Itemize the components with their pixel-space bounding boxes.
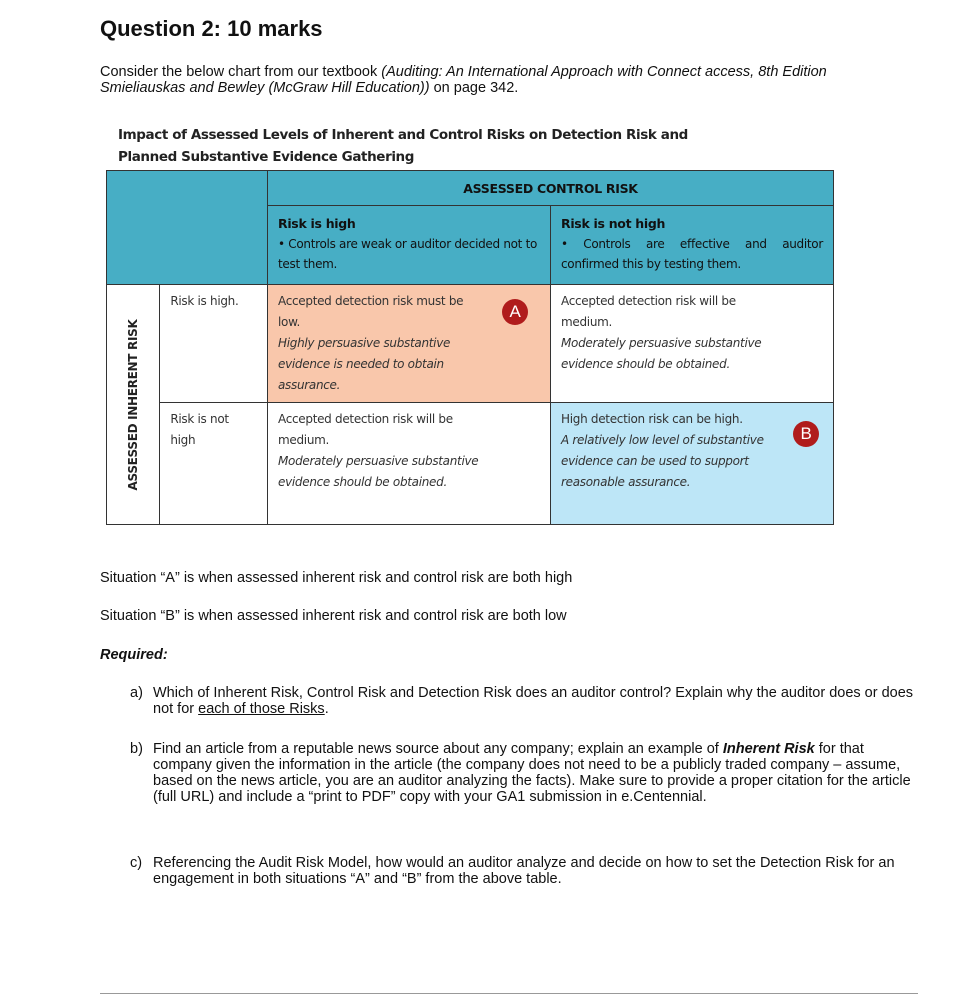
- control-risk-header: ASSESSED CONTROL RISK: [268, 171, 834, 206]
- caption-line: Planned Substantive Evidence Gathering: [118, 149, 415, 165]
- corner-cell: [107, 171, 268, 285]
- column-desc: • Controls are weak or auditor decided not to test them.: [278, 237, 538, 271]
- cell-text-italic: A relatively low level of substantive evidence can be used to support reasonable assurance.: [561, 433, 764, 489]
- item-text-end: .: [324, 701, 329, 717]
- cell-text-italic: Moderately persuasive substantive evidence should be obtained.: [561, 336, 762, 371]
- cell-b: [551, 403, 834, 525]
- column-risk-high: [268, 206, 551, 285]
- item-underlined-text: each of those Risks: [198, 701, 325, 717]
- inherent-risk-header: [107, 285, 160, 525]
- item-text: Which of Inherent Risk, Control Risk and Detection Risk does an auditor control? Explain why the auditor does or does not for: [153, 685, 914, 717]
- cell-a: [268, 285, 551, 403]
- figure-caption: [118, 124, 688, 168]
- row-risk-high: Risk is high.: [160, 285, 268, 403]
- page-divider: [100, 993, 918, 994]
- badge-a: A: [502, 299, 528, 325]
- badge-b: B: [793, 421, 819, 447]
- cell-high-ir-low-cr: [551, 285, 834, 403]
- item-label: b): [130, 741, 143, 757]
- caption-line: Impact of Assessed Levels of Inherent and Control Risks on Detection Risk and: [118, 127, 688, 143]
- question-item-c: [130, 855, 920, 887]
- intro-text-end: on page 342.: [429, 80, 519, 96]
- column-desc: • Controls are effective and auditor confirmed this by testing them.: [561, 237, 823, 271]
- situation-a: Situation “A” is when assessed inherent risk and control risk are both high: [100, 570, 573, 586]
- cell-text: Accepted detection risk will be medium.: [278, 412, 453, 447]
- textbook-citation: (Auditing: An International Approach with Connect access, 8th Edition Smieliauskas and Bewley (McGraw Hill Education)): [100, 64, 827, 96]
- question-item-a: [130, 685, 920, 717]
- question-title: Question 2: 10 marks: [100, 16, 323, 41]
- column-risk-not-high: [551, 206, 834, 285]
- item-text: Referencing the Audit Risk Model, how would an auditor analyze and decide on how to set the Detection Risk for an engagement in both situations “A” and “B” from the above table.: [153, 855, 895, 887]
- intro-text: Consider the below chart from our textbook: [100, 64, 382, 80]
- question-item-b: [130, 741, 920, 805]
- intro-paragraph: [100, 64, 900, 96]
- required-heading: Required:: [100, 647, 168, 663]
- cell-text-italic: Highly persuasive substantive evidence is needed to obtain assurance.: [278, 336, 451, 392]
- item-label: a): [130, 685, 143, 701]
- inherent-risk-label: ASSESSED INHERENT RISK: [126, 319, 141, 490]
- cell-text-italic: Moderately persuasive substantive evidence should be obtained.: [278, 454, 479, 489]
- cell-text: Accepted detection risk will be medium.: [561, 294, 736, 329]
- column-title: Risk is not high: [561, 216, 666, 231]
- cell-text: Accepted detection risk must be low.: [278, 294, 464, 329]
- item-text: Find an article from a reputable news source about any company; explain an example of: [153, 741, 723, 757]
- item-label: c): [130, 855, 143, 871]
- column-title: Risk is high: [278, 216, 356, 231]
- risk-matrix-table: [106, 170, 834, 525]
- row-risk-not-high: Risk is not high: [160, 403, 268, 525]
- cell-low-ir-high-cr: [268, 403, 551, 525]
- situation-b: Situation “B” is when assessed inherent risk and control risk are both low: [100, 608, 567, 624]
- cell-text: High detection risk can be high.: [561, 412, 743, 426]
- item-bold-text: Inherent Risk: [722, 741, 815, 757]
- item-text-end: for that company given the information in the article (the company does not need to be a publicly traded company – assume, based on the news article, you are an auditor analyzing the facts). Make sure to provide a proper citation for the article (full URL) and include a “print to PDF” copy with your GA1 submission in e.Centennial.: [153, 741, 911, 805]
